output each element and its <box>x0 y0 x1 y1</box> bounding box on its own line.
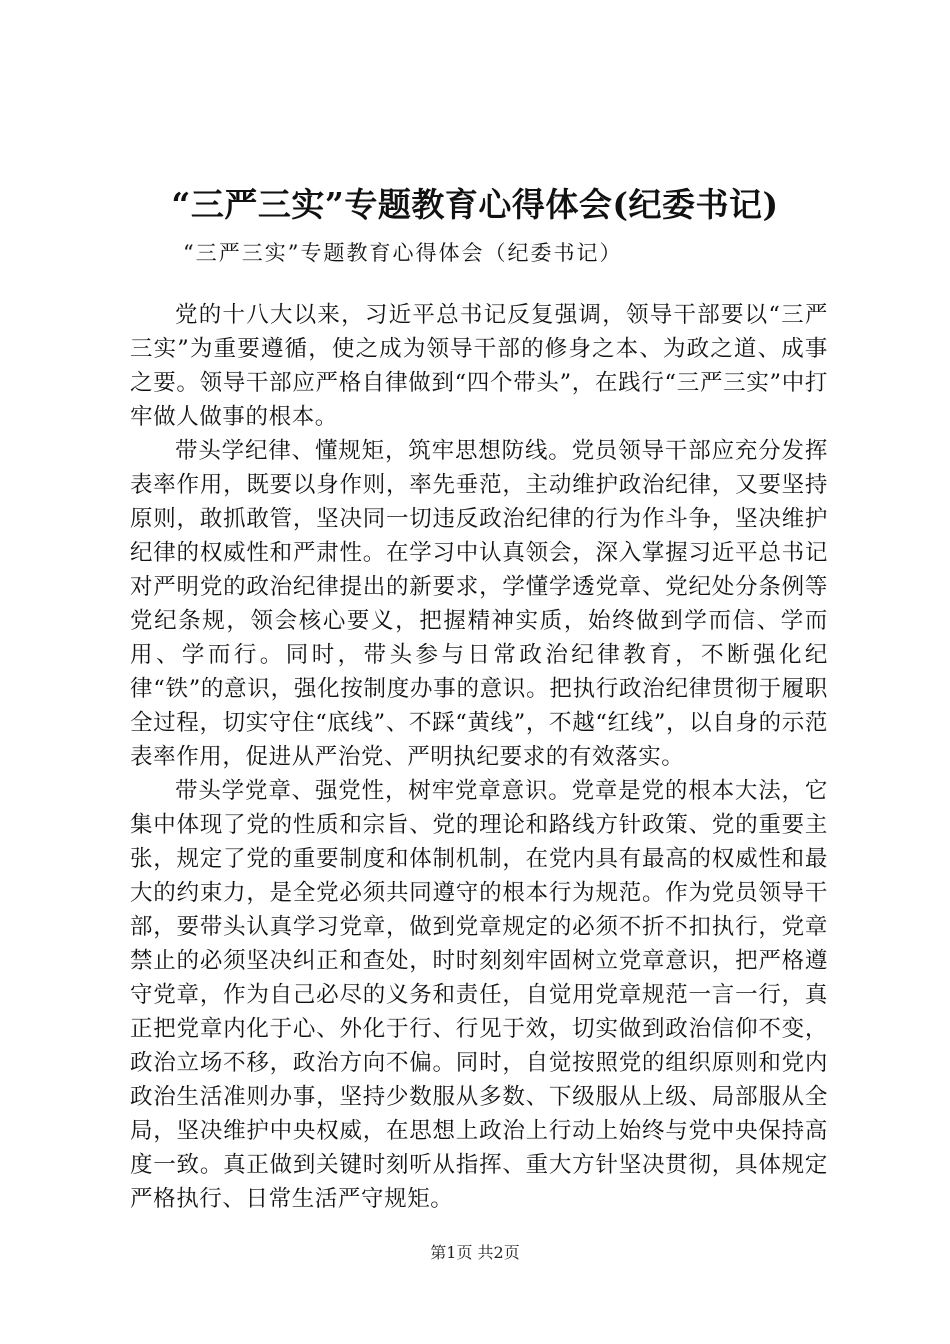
document-title: “三严三实”专题教育心得体会(纪委书记) <box>171 185 779 224</box>
document-body <box>130 298 828 1216</box>
body-paragraph: 带头学党章、强党性，树牢党章意识。党章是党的根本大法，它集中体现了党的性质和宗旨、党的理论和路线方针政策、党的重要主张，规定了党的重要制度和体制机制，在党内具有最高的权威性和最大的约束力，是全党必须共同遵守的根本行为规范。作为党员领导干部，要带头认真学习党章，做到党章规定的必须不折不扣执行，党章禁止的必须坚决纠正和查处，时时刻刻牢固树立党章意识，把严格遵守党章，作为自己必尽的义务和责任，自觉用党章规范一言一行，真正把党章内化于心、外化于行、行见于效，切实做到政治信仰不变，政治立场不移，政治方向不偏。同时，自觉按照党的组织原则和党内政治生活准则办事，坚持少数服从多数、下级服从上级、局部服从全局，坚决维护中央权威，在思想上政治上行动上始终与党中央保持高度一致。真正做到关键时刻听从指挥、重大方针坚决贯彻，具体规定严格执行、日常生活严守规矩。 <box>130 778 828 1212</box>
body-paragraph: 党的十八大以来，习近平总书记反复强调，领导干部要以“三严三实”为重要遵循，使之成为领导干部的修身之本、为政之道、成事之要。领导干部应严格自律做到“四个带头”，在践行“三严三实”中打牢做人做事的根本。 <box>130 302 828 430</box>
page-number-footer: 第1页 共2页 <box>430 1243 520 1262</box>
body-paragraph: 带头学纪律、懂规矩，筑牢思想防线。党员领导干部应充分发挥表率作用，既要以身作则，率先垂范，主动维护政治纪律，又要坚持原则，敢抓敢管，坚决同一切违反政治纪律的行为作斗争，坚决维护纪律的权威性和严肃性。在学习中认真领会，深入掌握习近平总书记对严明党的政治纪律提出的新要求，学懂学透党章、党纪处分条例等党纪条规，领会核心要义，把握精神实质，始终做到学而信、学而用、学而行。同时，带头参与日常政治纪律教育，不断强化纪律“铁”的意识，强化按制度办事的意识。把执行政治纪律贯彻于履职全过程，切实守住“底线”、不踩“黄线”，不越“红线”，以自身的示范表率作用，促进从严治党、严明执纪要求的有效落实。 <box>130 438 828 770</box>
document-subtitle: “三严三实”专题教育心得体会（纪委书记） <box>183 241 623 265</box>
